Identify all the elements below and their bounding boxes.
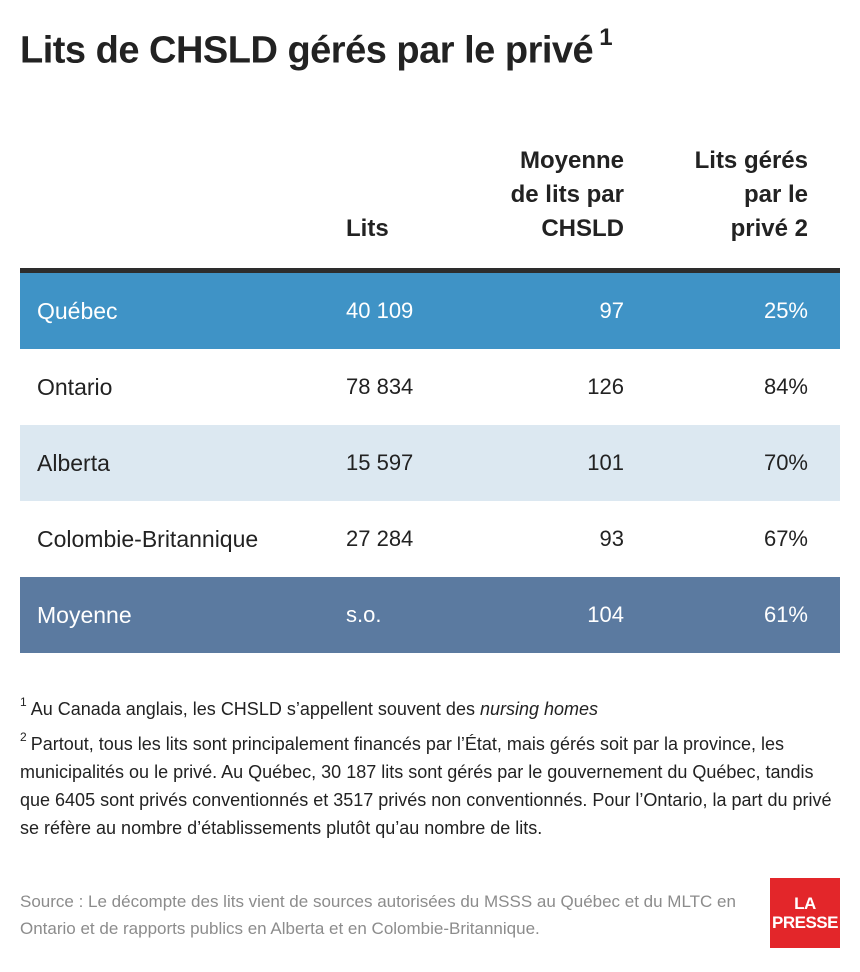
data-table: [20, 140, 840, 653]
table-header: [20, 140, 840, 273]
table-row-alberta: [20, 425, 840, 501]
header-moyenne-line-1: Moyenne: [519, 147, 624, 174]
row-moyenne: 101: [587, 450, 624, 475]
row-name: Québec: [37, 298, 118, 324]
header-lits: [346, 212, 389, 246]
source-text: Source : Le décompte des lits vient de sources autorisées du MSSS au Québec et du MLTC en Ontario et de rapports publics en Alberta et en Colombie-Britannique.: [20, 892, 736, 938]
row-moyenne: 97: [599, 298, 624, 323]
row-prive: 67%: [763, 526, 808, 551]
row-prive: 70%: [763, 450, 808, 475]
row-name: Alberta: [37, 450, 110, 476]
footnotes: [20, 690, 840, 844]
row-lits: 40 109: [346, 298, 414, 323]
header-prive-line-3: privé 2: [730, 215, 808, 242]
row-name: Ontario: [37, 374, 113, 400]
header-prive-line-1: Lits gérés: [694, 147, 808, 174]
footnote-1-italic: nursing homes: [479, 699, 599, 719]
footnote-2-number: 2: [20, 730, 27, 744]
table-row-colombie-britannique: [20, 501, 840, 577]
row-prive: 25%: [763, 298, 808, 323]
title-text: Lits de CHSLD gérés par le privé: [20, 29, 594, 72]
footnote-1-number: 1: [20, 695, 27, 709]
header-moyenne: [464, 144, 624, 246]
footnote-2-text: Partout, tous les lits sont principalement financés par l’État, mais gérés soit par la province, les municipalités ou le privé. Au Québec, 30 187 lits sont gérés par le gouvernement du Québec, tandis que 6405 sont privés conventionnés et 3517 privés non conventionnés. Pour l’Ontario, la part du privé se réfère au nombre d’établissements plutôt qu’au nombre de lits.: [20, 734, 832, 838]
row-moyenne: 93: [599, 526, 624, 551]
header-prive-line-2: par le: [743, 181, 808, 208]
header-moyenne-line-3: CHSLD: [541, 215, 624, 242]
row-name: Moyenne: [37, 602, 132, 628]
header-prive: [648, 144, 808, 246]
footnote-1-text: Au Canada anglais, les CHSLD s’appellent souvent des: [30, 699, 480, 719]
row-lits: 27 284: [346, 526, 414, 551]
page-title: [20, 24, 613, 73]
table-row-moyenne: [20, 577, 840, 653]
row-lits: 78 834: [346, 374, 414, 399]
table-row-quebec: [20, 273, 840, 349]
la-presse-logo: [770, 878, 840, 948]
row-moyenne: 104: [587, 602, 624, 627]
header-lits-line: Lits: [346, 215, 389, 242]
logo-line-1: LA: [794, 894, 816, 913]
row-name: Colombie-Britannique: [37, 526, 259, 552]
title-footnote-marker: 1: [599, 24, 613, 51]
header-moyenne-line-2: de lits par: [510, 181, 624, 208]
logo-line-2: PRESSE: [772, 913, 838, 932]
footnote-2: [20, 725, 840, 842]
footnote-1: [20, 690, 840, 723]
row-moyenne: 126: [587, 374, 624, 399]
row-prive: 84%: [763, 374, 808, 399]
row-lits: 15 597: [346, 450, 414, 475]
row-lits: s.o.: [346, 602, 382, 627]
table-row-ontario: [20, 349, 840, 425]
row-prive: 61%: [763, 602, 808, 627]
